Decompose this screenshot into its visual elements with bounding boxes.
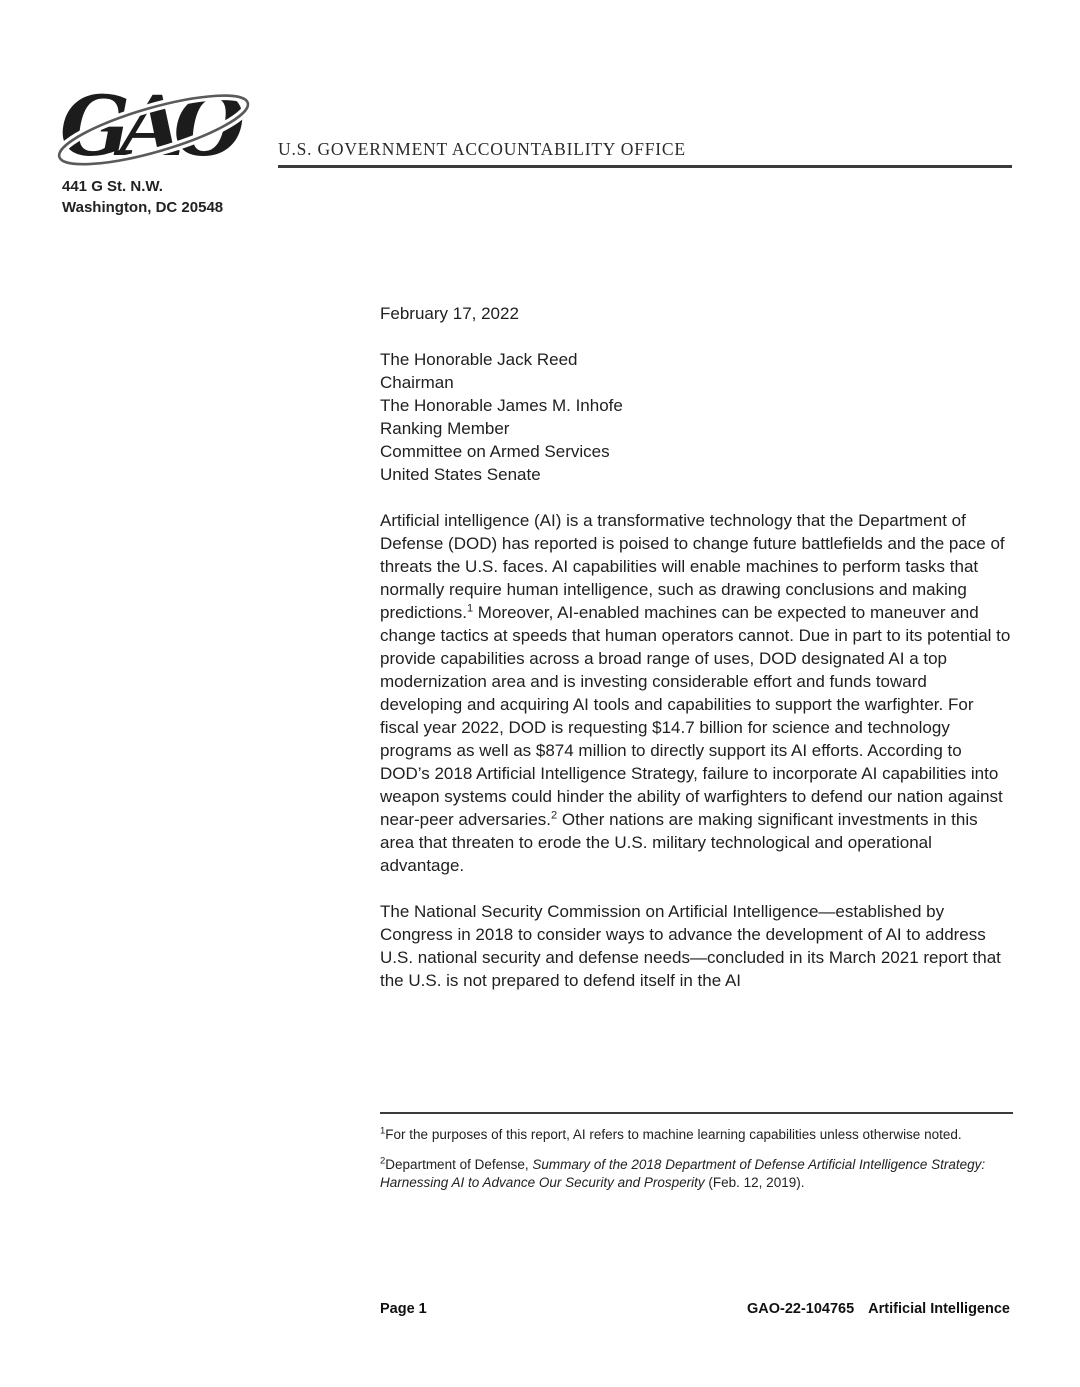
recipient-line: Ranking Member (380, 419, 510, 438)
recipient-line: The Honorable James M. Inhofe (380, 396, 623, 415)
paragraph-2: The National Security Commission on Artificial Intelligence—established by Congress in 2018 to consider ways to advance the development of AI to address U.S. national security and defense needs—concluded in its March 2021 report that the U.S. is not prepared to defend itself in the AI (380, 902, 1001, 990)
hq-address (62, 176, 223, 218)
page-number: Page 1 (380, 1301, 427, 1317)
gao-logo (60, 79, 246, 175)
recipient-line: The Honorable Jack Reed (380, 350, 578, 369)
paragraph-1-text: Moreover, AI-enabled machines can be expected to maneuver and change tactics at speeds that human operators cannot. Due in part to its potential to provide capabilities across a broad range of uses, DOD designated AI a top modernization area and is investing considerable effort and funds toward developing and acquiring AI tools and capabilities to support the warfighter. For fiscal year 2022, DOD is requesting $14.7 billion for science and technology programs as well as $874 million to directly support its AI efforts. According to DOD’s 2018 Artificial Intelligence Strategy, failure to incorporate AI capabilities into weapon systems could hinder the ability of warfighters to defend our nation against near-peer adversaries. (380, 603, 1011, 829)
agency-name: U.S. GOVERNMENT ACCOUNTABILITY OFFICE (278, 139, 1012, 168)
footnote-1-marker: 1 (380, 1125, 386, 1137)
letterhead-row (60, 79, 1012, 175)
footer-right (747, 1301, 1010, 1317)
footnote-2-text: (Feb. 12, 2019). (704, 1175, 805, 1190)
paragraph-1-text: Other nations are making significant investments in this area that threaten to erode the U.S. military technological and operational advantage. (380, 810, 978, 875)
page-footer (380, 1301, 1010, 1317)
footnote-area (380, 1112, 1013, 1192)
footnote-1 (380, 1126, 1013, 1144)
report-title: Artificial Intelligence (868, 1301, 1010, 1317)
footnote-2-report-title: Summary of the 2018 Department of Defense Artificial Intelligence Strategy: Harnessing AI to Advance Our Security and Prosperity (380, 1157, 986, 1190)
recipient-line: Committee on Armed Services (380, 442, 610, 461)
letter-date: February 17, 2022 (380, 304, 519, 323)
footnote-2-text: Department of Defense, (385, 1157, 533, 1172)
footnote-ref-2: 2 (551, 809, 558, 822)
address-line-2: Washington, DC 20548 (62, 199, 224, 216)
footnote-separator (380, 1112, 1013, 1114)
letter-body (380, 302, 1013, 992)
recipient-block (380, 348, 1013, 486)
report-number: GAO-22-104765 (746, 1301, 855, 1317)
paragraph-1 (380, 509, 1013, 877)
footnote-ref-1: 1 (466, 602, 474, 615)
footnote-1-text: For the purposes of this report, AI refers to machine learning capabilities unless otherwise noted. (385, 1127, 962, 1142)
recipient-line: Chairman (380, 373, 454, 392)
recipient-line: United States Senate (380, 465, 541, 484)
footnote-2-marker: 2 (380, 1155, 386, 1167)
gao-logo-text: GAO (60, 79, 236, 175)
paragraph-1-text: Artificial intelligence (AI) is a transformative technology that the Department of Defense (DOD) has reported is poised to change future battlefields and the pace of threats the U.S. faces. AI capabilities will enable machines to perform tasks that normally require human intelligence, such as drawing conclusions and making predictions. (380, 511, 1005, 622)
address-line-1: 441 G St. N.W. (62, 178, 163, 195)
footnote-2 (380, 1156, 1013, 1192)
